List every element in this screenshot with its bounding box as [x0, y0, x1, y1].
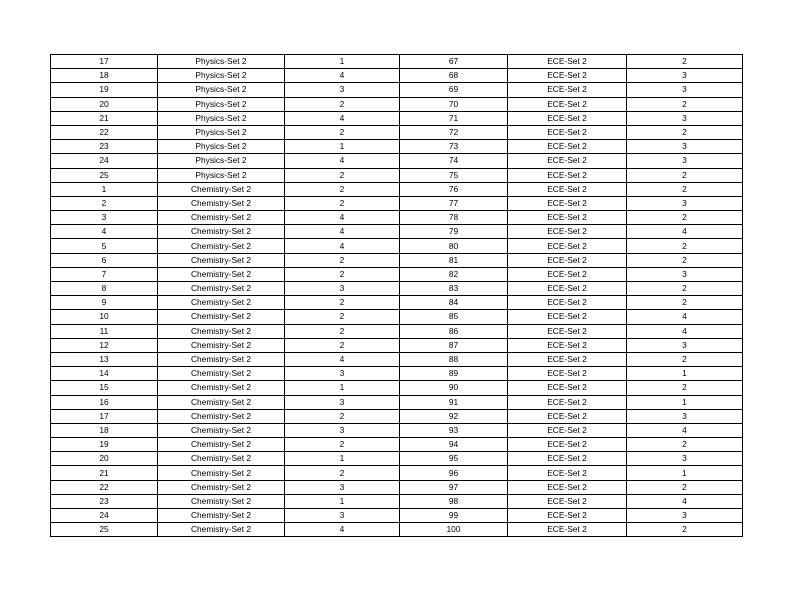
table-row	[51, 182, 743, 196]
table-row	[51, 423, 743, 437]
ece-section-name-cell: ECE-Set 2	[508, 55, 627, 69]
section-question-number-cell: 16	[51, 395, 158, 409]
ece-section-name-cell: ECE-Set 2	[508, 352, 627, 366]
section-answer-cell: 4	[285, 523, 400, 537]
table-row	[51, 310, 743, 324]
ece-question-number-cell: 97	[400, 480, 508, 494]
section-name-cell: Chemistry-Set 2	[158, 338, 285, 352]
section-answer-cell: 2	[285, 182, 400, 196]
table-row	[51, 452, 743, 466]
ece-section-name-cell: ECE-Set 2	[508, 509, 627, 523]
section-answer-cell: 1	[285, 381, 400, 395]
table-row	[51, 125, 743, 139]
ece-question-number-cell: 79	[400, 225, 508, 239]
section-name-cell: Physics-Set 2	[158, 140, 285, 154]
section-answer-cell: 3	[285, 509, 400, 523]
section-name-cell: Chemistry-Set 2	[158, 182, 285, 196]
ece-section-name-cell: ECE-Set 2	[508, 168, 627, 182]
ece-question-number-cell: 89	[400, 367, 508, 381]
ece-section-name-cell: ECE-Set 2	[508, 239, 627, 253]
ece-answer-cell: 2	[627, 211, 743, 225]
answer-key-table-body	[51, 55, 743, 537]
ece-section-name-cell: ECE-Set 2	[508, 423, 627, 437]
section-question-number-cell: 19	[51, 438, 158, 452]
ece-answer-cell: 4	[627, 423, 743, 437]
section-answer-cell: 4	[285, 69, 400, 83]
ece-section-name-cell: ECE-Set 2	[508, 296, 627, 310]
ece-question-number-cell: 71	[400, 111, 508, 125]
ece-answer-cell: 1	[627, 395, 743, 409]
ece-answer-cell: 2	[627, 182, 743, 196]
section-answer-cell: 2	[285, 438, 400, 452]
ece-question-number-cell: 83	[400, 282, 508, 296]
table-row	[51, 211, 743, 225]
table-row	[51, 480, 743, 494]
ece-answer-cell: 2	[627, 523, 743, 537]
section-name-cell: Chemistry-Set 2	[158, 452, 285, 466]
section-name-cell: Physics-Set 2	[158, 125, 285, 139]
ece-question-number-cell: 81	[400, 253, 508, 267]
ece-answer-cell: 2	[627, 352, 743, 366]
ece-question-number-cell: 95	[400, 452, 508, 466]
ece-answer-cell: 3	[627, 338, 743, 352]
ece-section-name-cell: ECE-Set 2	[508, 494, 627, 508]
section-name-cell: Chemistry-Set 2	[158, 395, 285, 409]
table-row	[51, 324, 743, 338]
section-name-cell: Chemistry-Set 2	[158, 310, 285, 324]
section-name-cell: Chemistry-Set 2	[158, 423, 285, 437]
section-name-cell: Chemistry-Set 2	[158, 367, 285, 381]
table-row	[51, 225, 743, 239]
table-row	[51, 83, 743, 97]
section-question-number-cell: 21	[51, 111, 158, 125]
ece-question-number-cell: 87	[400, 338, 508, 352]
section-question-number-cell: 25	[51, 168, 158, 182]
ece-question-number-cell: 82	[400, 267, 508, 281]
table-row	[51, 367, 743, 381]
ece-section-name-cell: ECE-Set 2	[508, 310, 627, 324]
ece-question-number-cell: 94	[400, 438, 508, 452]
ece-answer-cell: 2	[627, 253, 743, 267]
section-answer-cell: 3	[285, 423, 400, 437]
ece-question-number-cell: 75	[400, 168, 508, 182]
ece-answer-cell: 3	[627, 69, 743, 83]
section-name-cell: Chemistry-Set 2	[158, 196, 285, 210]
table-row	[51, 466, 743, 480]
section-question-number-cell: 7	[51, 267, 158, 281]
table-row	[51, 509, 743, 523]
ece-question-number-cell: 90	[400, 381, 508, 395]
section-question-number-cell: 13	[51, 352, 158, 366]
section-name-cell: Chemistry-Set 2	[158, 239, 285, 253]
section-question-number-cell: 6	[51, 253, 158, 267]
section-name-cell: Chemistry-Set 2	[158, 296, 285, 310]
ece-answer-cell: 4	[627, 324, 743, 338]
section-question-number-cell: 4	[51, 225, 158, 239]
ece-question-number-cell: 67	[400, 55, 508, 69]
ece-question-number-cell: 98	[400, 494, 508, 508]
ece-answer-cell: 3	[627, 154, 743, 168]
section-answer-cell: 3	[285, 282, 400, 296]
ece-question-number-cell: 72	[400, 125, 508, 139]
ece-question-number-cell: 100	[400, 523, 508, 537]
section-question-number-cell: 18	[51, 423, 158, 437]
table-row	[51, 282, 743, 296]
ece-answer-cell: 3	[627, 111, 743, 125]
section-question-number-cell: 12	[51, 338, 158, 352]
section-question-number-cell: 25	[51, 523, 158, 537]
table-row	[51, 296, 743, 310]
ece-answer-cell: 2	[627, 97, 743, 111]
section-answer-cell: 3	[285, 83, 400, 97]
ece-answer-cell: 4	[627, 225, 743, 239]
table-row	[51, 409, 743, 423]
section-answer-cell: 2	[285, 409, 400, 423]
section-name-cell: Physics-Set 2	[158, 69, 285, 83]
section-name-cell: Physics-Set 2	[158, 97, 285, 111]
section-answer-cell: 2	[285, 97, 400, 111]
ece-section-name-cell: ECE-Set 2	[508, 480, 627, 494]
ece-answer-cell: 2	[627, 282, 743, 296]
table-row	[51, 69, 743, 83]
section-name-cell: Chemistry-Set 2	[158, 494, 285, 508]
section-question-number-cell: 24	[51, 154, 158, 168]
section-name-cell: Chemistry-Set 2	[158, 409, 285, 423]
section-question-number-cell: 18	[51, 69, 158, 83]
section-question-number-cell: 10	[51, 310, 158, 324]
ece-question-number-cell: 73	[400, 140, 508, 154]
ece-answer-cell: 2	[627, 381, 743, 395]
ece-answer-cell: 3	[627, 509, 743, 523]
section-name-cell: Chemistry-Set 2	[158, 381, 285, 395]
section-answer-cell: 2	[285, 267, 400, 281]
section-name-cell: Physics-Set 2	[158, 111, 285, 125]
ece-answer-cell: 2	[627, 438, 743, 452]
ece-section-name-cell: ECE-Set 2	[508, 182, 627, 196]
ece-section-name-cell: ECE-Set 2	[508, 367, 627, 381]
table-row	[51, 523, 743, 537]
ece-answer-cell: 1	[627, 367, 743, 381]
section-answer-cell: 3	[285, 480, 400, 494]
table-row	[51, 253, 743, 267]
section-name-cell: Physics-Set 2	[158, 154, 285, 168]
ece-section-name-cell: ECE-Set 2	[508, 196, 627, 210]
ece-section-name-cell: ECE-Set 2	[508, 452, 627, 466]
ece-section-name-cell: ECE-Set 2	[508, 253, 627, 267]
table-row	[51, 395, 743, 409]
table-row	[51, 154, 743, 168]
ece-answer-cell: 2	[627, 239, 743, 253]
section-answer-cell: 2	[285, 466, 400, 480]
table-row	[51, 111, 743, 125]
section-name-cell: Chemistry-Set 2	[158, 211, 285, 225]
section-answer-cell: 4	[285, 225, 400, 239]
section-question-number-cell: 21	[51, 466, 158, 480]
section-answer-cell: 3	[285, 395, 400, 409]
section-name-cell: Chemistry-Set 2	[158, 282, 285, 296]
section-name-cell: Chemistry-Set 2	[158, 466, 285, 480]
section-answer-cell: 2	[285, 196, 400, 210]
table-row	[51, 196, 743, 210]
table-row	[51, 140, 743, 154]
section-answer-cell: 1	[285, 452, 400, 466]
section-answer-cell: 4	[285, 154, 400, 168]
ece-question-number-cell: 99	[400, 509, 508, 523]
ece-section-name-cell: ECE-Set 2	[508, 225, 627, 239]
section-question-number-cell: 24	[51, 509, 158, 523]
ece-question-number-cell: 74	[400, 154, 508, 168]
ece-answer-cell: 3	[627, 409, 743, 423]
section-name-cell: Chemistry-Set 2	[158, 509, 285, 523]
ece-question-number-cell: 80	[400, 239, 508, 253]
ece-answer-cell: 3	[627, 452, 743, 466]
ece-answer-cell: 2	[627, 125, 743, 139]
section-question-number-cell: 3	[51, 211, 158, 225]
section-answer-cell: 4	[285, 239, 400, 253]
ece-answer-cell: 1	[627, 466, 743, 480]
ece-answer-cell: 2	[627, 296, 743, 310]
ece-section-name-cell: ECE-Set 2	[508, 154, 627, 168]
ece-answer-cell: 2	[627, 55, 743, 69]
section-answer-cell: 2	[285, 310, 400, 324]
section-answer-cell: 1	[285, 140, 400, 154]
ece-section-name-cell: ECE-Set 2	[508, 211, 627, 225]
section-answer-cell: 1	[285, 494, 400, 508]
ece-question-number-cell: 76	[400, 182, 508, 196]
ece-question-number-cell: 78	[400, 211, 508, 225]
ece-answer-cell: 4	[627, 310, 743, 324]
table-row	[51, 352, 743, 366]
section-name-cell: Chemistry-Set 2	[158, 523, 285, 537]
ece-section-name-cell: ECE-Set 2	[508, 381, 627, 395]
section-name-cell: Chemistry-Set 2	[158, 352, 285, 366]
ece-section-name-cell: ECE-Set 2	[508, 338, 627, 352]
section-question-number-cell: 20	[51, 452, 158, 466]
ece-section-name-cell: ECE-Set 2	[508, 395, 627, 409]
ece-answer-cell: 3	[627, 83, 743, 97]
ece-section-name-cell: ECE-Set 2	[508, 409, 627, 423]
table-row	[51, 239, 743, 253]
section-answer-cell: 2	[285, 324, 400, 338]
ece-section-name-cell: ECE-Set 2	[508, 97, 627, 111]
section-question-number-cell: 23	[51, 494, 158, 508]
ece-question-number-cell: 92	[400, 409, 508, 423]
section-answer-cell: 4	[285, 111, 400, 125]
table-row	[51, 55, 743, 69]
section-answer-cell: 4	[285, 352, 400, 366]
table-row	[51, 338, 743, 352]
section-answer-cell: 4	[285, 211, 400, 225]
section-name-cell: Chemistry-Set 2	[158, 267, 285, 281]
section-question-number-cell: 17	[51, 55, 158, 69]
section-question-number-cell: 11	[51, 324, 158, 338]
ece-question-number-cell: 70	[400, 97, 508, 111]
ece-answer-cell: 4	[627, 494, 743, 508]
table-row	[51, 168, 743, 182]
section-answer-cell: 2	[285, 338, 400, 352]
section-name-cell: Physics-Set 2	[158, 83, 285, 97]
ece-answer-cell: 3	[627, 196, 743, 210]
section-question-number-cell: 22	[51, 125, 158, 139]
section-name-cell: Chemistry-Set 2	[158, 438, 285, 452]
ece-section-name-cell: ECE-Set 2	[508, 523, 627, 537]
ece-question-number-cell: 77	[400, 196, 508, 210]
ece-question-number-cell: 88	[400, 352, 508, 366]
section-question-number-cell: 22	[51, 480, 158, 494]
section-name-cell: Chemistry-Set 2	[158, 324, 285, 338]
ece-section-name-cell: ECE-Set 2	[508, 267, 627, 281]
ece-section-name-cell: ECE-Set 2	[508, 282, 627, 296]
ece-question-number-cell: 68	[400, 69, 508, 83]
ece-section-name-cell: ECE-Set 2	[508, 69, 627, 83]
section-name-cell: Chemistry-Set 2	[158, 480, 285, 494]
ece-answer-cell: 2	[627, 480, 743, 494]
table-row	[51, 438, 743, 452]
table-row	[51, 97, 743, 111]
ece-question-number-cell: 84	[400, 296, 508, 310]
section-name-cell: Chemistry-Set 2	[158, 253, 285, 267]
section-question-number-cell: 2	[51, 196, 158, 210]
ece-section-name-cell: ECE-Set 2	[508, 111, 627, 125]
ece-section-name-cell: ECE-Set 2	[508, 438, 627, 452]
section-answer-cell: 3	[285, 367, 400, 381]
ece-question-number-cell: 96	[400, 466, 508, 480]
section-question-number-cell: 23	[51, 140, 158, 154]
ece-answer-cell: 3	[627, 140, 743, 154]
table-row	[51, 494, 743, 508]
table-row	[51, 381, 743, 395]
ece-question-number-cell: 85	[400, 310, 508, 324]
section-question-number-cell: 9	[51, 296, 158, 310]
ece-answer-cell: 3	[627, 267, 743, 281]
section-question-number-cell: 5	[51, 239, 158, 253]
ece-section-name-cell: ECE-Set 2	[508, 466, 627, 480]
ece-question-number-cell: 91	[400, 395, 508, 409]
section-answer-cell: 2	[285, 125, 400, 139]
table-row	[51, 267, 743, 281]
ece-section-name-cell: ECE-Set 2	[508, 324, 627, 338]
section-question-number-cell: 17	[51, 409, 158, 423]
section-question-number-cell: 15	[51, 381, 158, 395]
section-question-number-cell: 8	[51, 282, 158, 296]
ece-question-number-cell: 69	[400, 83, 508, 97]
section-question-number-cell: 19	[51, 83, 158, 97]
section-question-number-cell: 20	[51, 97, 158, 111]
section-question-number-cell: 1	[51, 182, 158, 196]
section-answer-cell: 2	[285, 253, 400, 267]
ece-section-name-cell: ECE-Set 2	[508, 83, 627, 97]
ece-question-number-cell: 93	[400, 423, 508, 437]
section-name-cell: Physics-Set 2	[158, 168, 285, 182]
ece-section-name-cell: ECE-Set 2	[508, 140, 627, 154]
section-answer-cell: 2	[285, 296, 400, 310]
ece-question-number-cell: 86	[400, 324, 508, 338]
ece-answer-cell: 2	[627, 168, 743, 182]
ece-section-name-cell: ECE-Set 2	[508, 125, 627, 139]
section-question-number-cell: 14	[51, 367, 158, 381]
section-answer-cell: 1	[285, 55, 400, 69]
section-name-cell: Chemistry-Set 2	[158, 225, 285, 239]
section-name-cell: Physics-Set 2	[158, 55, 285, 69]
section-answer-cell: 2	[285, 168, 400, 182]
answer-key-table	[50, 54, 743, 537]
